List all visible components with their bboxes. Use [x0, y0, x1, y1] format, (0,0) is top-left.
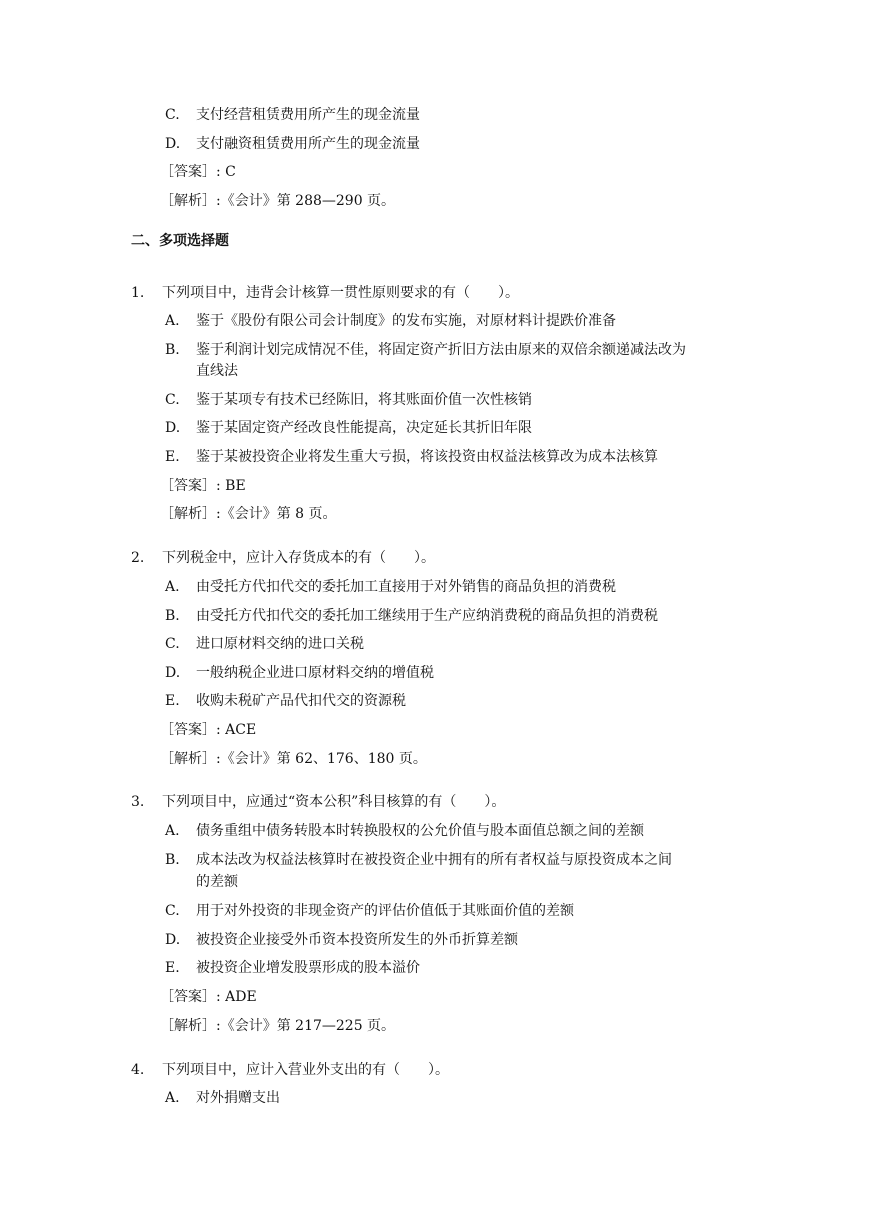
question-stem: 下列项目中，应通过“资本公积”科目核算的有（ ）。: [162, 794, 506, 810]
option-label: E.: [165, 449, 180, 465]
analysis-line: ［解析］:《会计》第 62、176、180 页。: [160, 751, 427, 767]
section-title: 二、多项选择题: [131, 233, 229, 249]
analysis-line: ［解析］:《会计》第 217—225 页。: [160, 1018, 396, 1034]
option-text: 被投资企业接受外币资本投资所发生的外币折算差额: [196, 932, 518, 948]
question-number: 2.: [131, 550, 145, 566]
analysis-line: ［解析］:《会计》第 288—290 页。: [160, 193, 396, 209]
option-text: 被投资企业增发股票形成的股本溢价: [196, 960, 420, 976]
answer-line: ［答案］: ADE: [160, 989, 257, 1005]
option-label: C.: [165, 107, 180, 123]
analysis-line: ［解析］:《会计》第 8 页。: [160, 506, 337, 522]
option-text-continuation: 的差额: [196, 874, 238, 890]
option-text: 鉴于利润计划完成情况不佳，将固定资产折旧方法由原来的双倍余额递减法改为: [196, 342, 686, 358]
question-stem: 下列税金中，应计入存货成本的有（ ）。: [162, 550, 435, 566]
question-number: 3.: [131, 794, 145, 810]
option-label: B.: [165, 342, 180, 358]
option-label: B.: [165, 852, 180, 868]
option-text: 由受托方代扣代交的委托加工直接用于对外销售的商品负担的消费税: [196, 579, 616, 595]
option-text: 鉴于某项专有技术已经陈旧，将其账面价值一次性核销: [196, 392, 532, 408]
option-text: 收购未税矿产品代扣代交的资源税: [196, 693, 406, 709]
option-label: E.: [165, 960, 180, 976]
question-number: 1.: [131, 285, 145, 301]
option-text: 对外捐赠支出: [196, 1090, 280, 1106]
option-label: C.: [165, 636, 180, 652]
question-stem: 下列项目中，应计入营业外支出的有（ ）。: [162, 1062, 449, 1078]
option-label: A.: [165, 823, 180, 839]
option-text: 由受托方代扣代交的委托加工继续用于生产应纳消费税的商品负担的消费税: [196, 608, 658, 624]
question-number: 4.: [131, 1062, 145, 1078]
option-text: 鉴于某被投资企业将发生重大亏损，将该投资由权益法核算改为成本法核算: [196, 449, 658, 465]
option-text: 一般纳税企业进口原材料交纳的增值税: [196, 665, 434, 681]
option-label: A.: [165, 1090, 180, 1106]
answer-line: ［答案］: ACE: [160, 722, 257, 738]
option-text-continuation: 直线法: [196, 363, 238, 379]
option-text: 鉴于《股份有限公司会计制度》的发布实施，对原材料计提跌价准备: [196, 313, 616, 329]
option-label: D.: [165, 665, 181, 681]
question-stem: 下列项目中，违背会计核算一贯性原则要求的有（ ）。: [162, 285, 519, 301]
option-label: A.: [165, 313, 180, 329]
option-text: 成本法改为权益法核算时在被投资企业中拥有的所有者权益与原投资成本之间: [196, 852, 672, 868]
option-text: 支付融资租赁费用所产生的现金流量: [196, 136, 420, 152]
option-label: A.: [165, 579, 180, 595]
answer-line: ［答案］: C: [160, 164, 236, 180]
option-label: C.: [165, 392, 180, 408]
option-label: C.: [165, 903, 180, 919]
option-text: 支付经营租赁费用所产生的现金流量: [196, 107, 420, 123]
option-label: E.: [165, 693, 180, 709]
option-label: D.: [165, 420, 181, 436]
option-label: D.: [165, 136, 181, 152]
option-label: D.: [165, 932, 181, 948]
option-label: B.: [165, 608, 180, 624]
answer-line: ［答案］: BE: [160, 478, 246, 494]
option-text: 债务重组中债务转股本时转换股权的公允价值与股本面值总额之间的差额: [196, 823, 644, 839]
option-text: 鉴于某固定资产经改良性能提高，决定延长其折旧年限: [196, 420, 532, 436]
option-text: 用于对外投资的非现金资产的评估价值低于其账面价值的差额: [196, 903, 574, 919]
option-text: 进口原材料交纳的进口关税: [196, 636, 364, 652]
